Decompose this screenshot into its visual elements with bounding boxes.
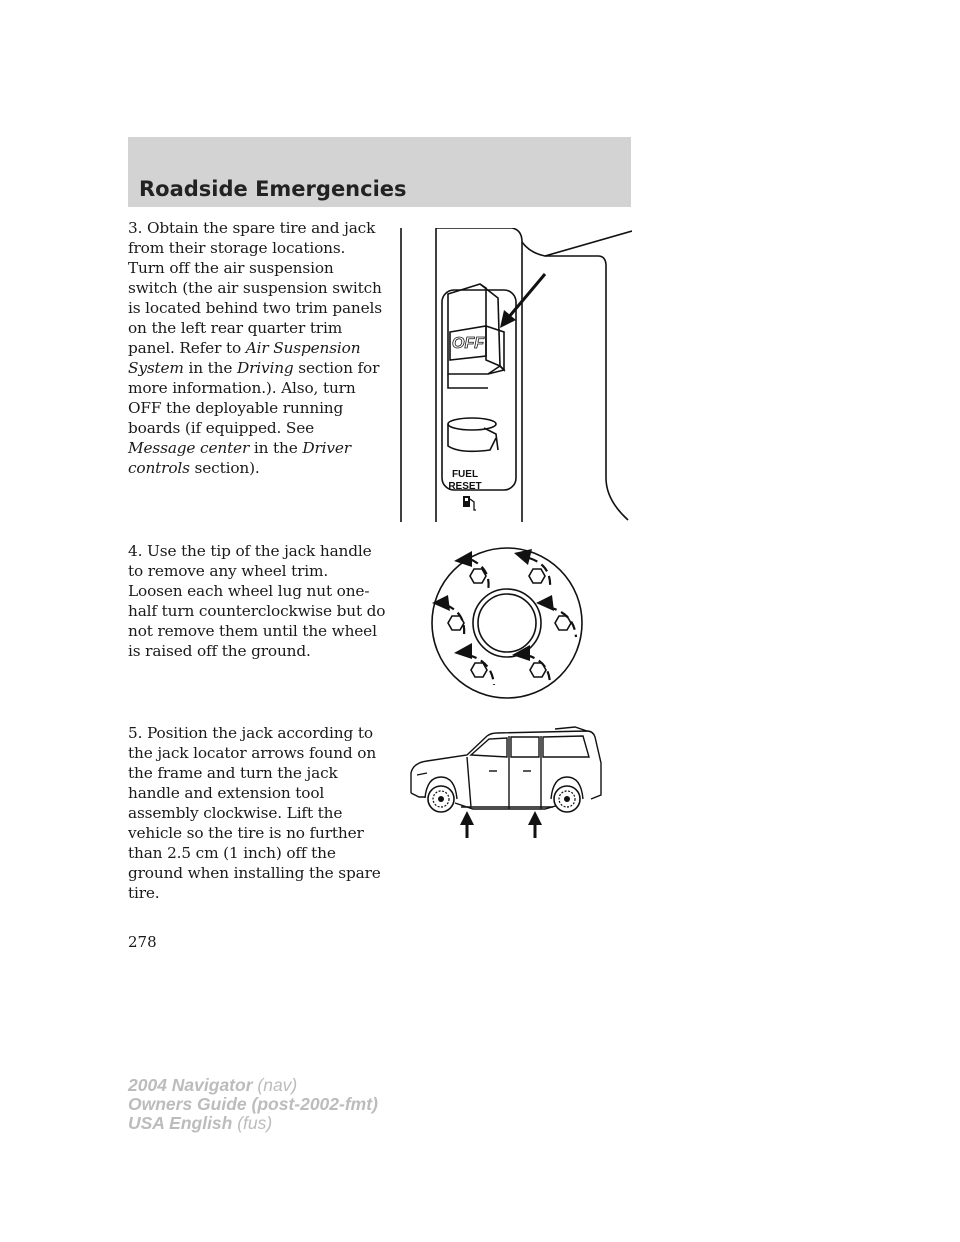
page-number: 278 <box>128 933 157 951</box>
air-suspension-switch-figure <box>400 228 632 522</box>
footer-language-code: (fus) <box>232 1113 273 1133</box>
ref-message-center: Message center <box>128 439 250 457</box>
ref-driver-controls: Driver controls <box>128 439 351 477</box>
footer-metadata <box>128 1076 378 1133</box>
step-3-text-c: section for more information.). Also, turn OFF the deployable running boards (if equipped. See <box>128 359 380 437</box>
fuel-label: FUEL <box>451 469 479 480</box>
step-3-text <box>128 218 386 478</box>
section-title: Roadside Emergencies <box>139 177 407 201</box>
footer-model-code: (nav) <box>252 1075 298 1095</box>
step-3-text-d: in the <box>249 439 303 457</box>
ref-driving: Driving <box>236 359 294 377</box>
off-label: OFF <box>452 335 484 352</box>
reset-label: RESET <box>448 481 482 492</box>
footer-model: 2004 Navigator <box>128 1075 253 1095</box>
section-header <box>128 137 631 207</box>
step-5-text: 5. Position the jack according to the jack locator arrows found on the frame and turn the jack handle and extension tool assembly clockwise. Lift the vehicle so the tire is no further than 2.5 cm (1 inch) off the ground when installing the spare tire. <box>128 724 381 902</box>
ref-air-suspension: Air Suspension System <box>128 339 361 377</box>
footer-language: USA English <box>128 1113 233 1133</box>
vehicle-jack-points-figure <box>405 723 605 838</box>
wheel-lug-nut-figure <box>428 543 586 701</box>
jack-locator-arrows <box>460 811 542 838</box>
fuel-pump-icon <box>463 496 476 510</box>
step-3-text-a: 3. Obtain the spare tire and jack from their storage locations. Turn off the air suspension switch (the air suspension switch is located behind two trim panels on the left rear quarter trim panel. Refer to <box>128 219 382 357</box>
step-3-text-e: section). <box>189 459 260 477</box>
step-3-text-b: in the <box>183 359 237 377</box>
lug-nuts <box>448 569 571 677</box>
step-4-text: 4. Use the tip of the jack handle to remove any wheel trim. Loosen each wheel lug nut one-half turn counterclockwise but do not remove them until the wheel is raised off the ground. <box>128 542 386 660</box>
footer-guide: Owners Guide (post-2002-fmt) <box>128 1094 378 1114</box>
vehicle-wheels <box>428 786 580 812</box>
